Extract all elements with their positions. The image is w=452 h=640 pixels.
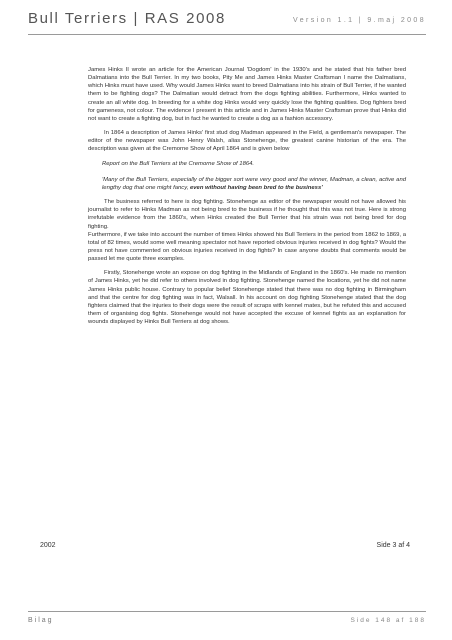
page-footer xyxy=(28,611,426,628)
page-header xyxy=(28,10,426,35)
paragraph-show-count: Furthermore, if we take into account the number of times Hinks showed his Bull Terriers in the period from 1862 to 1869, a total of 82 times, would some well meaning spectator not have reported obvious injuries received in dog fights? Would the press not have commented on obvious injuries received in dog fights? In case anyone doubts that comments would be passed let me quote three examples. xyxy=(88,231,406,263)
version-info: Version 1.1 | 9.maj 2008 xyxy=(293,17,426,24)
footer-page-number: Side 148 af 188 xyxy=(350,617,426,624)
paragraph-stonehenge-expose: Firstly, Stonehenge wrote an expose on dog fighting in the Midlands of England in the 1860's. He made no mention of James Hinks, yet he did refer to others involved in dog fighting. Stonehenge named the locations, yet he did not name James Hinks public house. Contrary to popular belief Stonehenge stated that there was no dog fighting in Birmingham and that the centre for dog fighting was in fact, Walsall. In his account on dog fighting Stonehenge stated that the dog fighters claimed that the injuries to their dogs were the result of scraps with kennel mates, but he refuted this and accused them of organising dog fights. Stonehenge would not have accepted the excuse of kennel fights as an explanation for wounds displayed by Hinks Bull Terriers at dog shows. xyxy=(88,270,406,326)
paragraph-madman-description: In 1864 a description of James Hinks' first stud dog Madman appeared in the Field, a gentleman's newspaper. The editor of the newspaper was John Henry Walsh, alias Stonehenge, the greatest canine historian of the era. The description was given at the Cremorne Show of April 1864 and is given below xyxy=(88,130,406,153)
document-title: Bull Terriers | RAS 2008 xyxy=(28,10,226,27)
document-year: 2002 xyxy=(40,542,56,549)
paragraph-business-meaning: The business referred to here is dog fighting. Stonehenge as editor of the newspaper would not have allowed his journalist to refer to Hinks Madman as not being bred to the business if he thought that this was not true. Here is strong irrefutable evidence from the 1860's, when Hinks created the Bull Terrier that his strain was not being bred for dog fighting. xyxy=(88,199,406,230)
document-page-number: Side 3 af 4 xyxy=(376,542,410,549)
report-heading: Report on the Bull Terriers at the Cremorne Show of 1864. xyxy=(102,160,255,167)
document-body xyxy=(88,66,406,332)
quote-emphasis: even without having been bred to the business' xyxy=(189,184,323,191)
paragraph-hinks-article: James Hinks II wrote an article for the American Journal 'Dogdom' in the 1930's and he stated that his father bred Dalmatians into the Bull Terrier. In my two books, Pity Me and James Hinks Master Craftsman I name the Dalmatians, which Hinks must have used. Why would James Hinks want to breed Dalmatians into his strain of Bull Terrier, if he wanted them to be fighting dogs? The Dalmatian would detract from the dogs fighting abilities. Furthermore, Hinks wanted to create an all white dog. In breeding for a white dog Hinks would very quickly lose the fighting qualities. Dog fighters bred for gameness, not colour. The evidence I present in this article and in James Hinks Master Craftsman prove that Hinks did not want to create a fighting dog, but in fact he wanted to create a dog as a fashion accessory. xyxy=(88,67,406,122)
quote-text: 'Many of the Bull Terriers, especially of the bigger sort were very good and the winner, Madman, a clean, active and lengthy dog that one might fancy, xyxy=(102,176,406,191)
footer-section-label: Bilag xyxy=(28,617,54,624)
quote-block xyxy=(102,176,406,192)
